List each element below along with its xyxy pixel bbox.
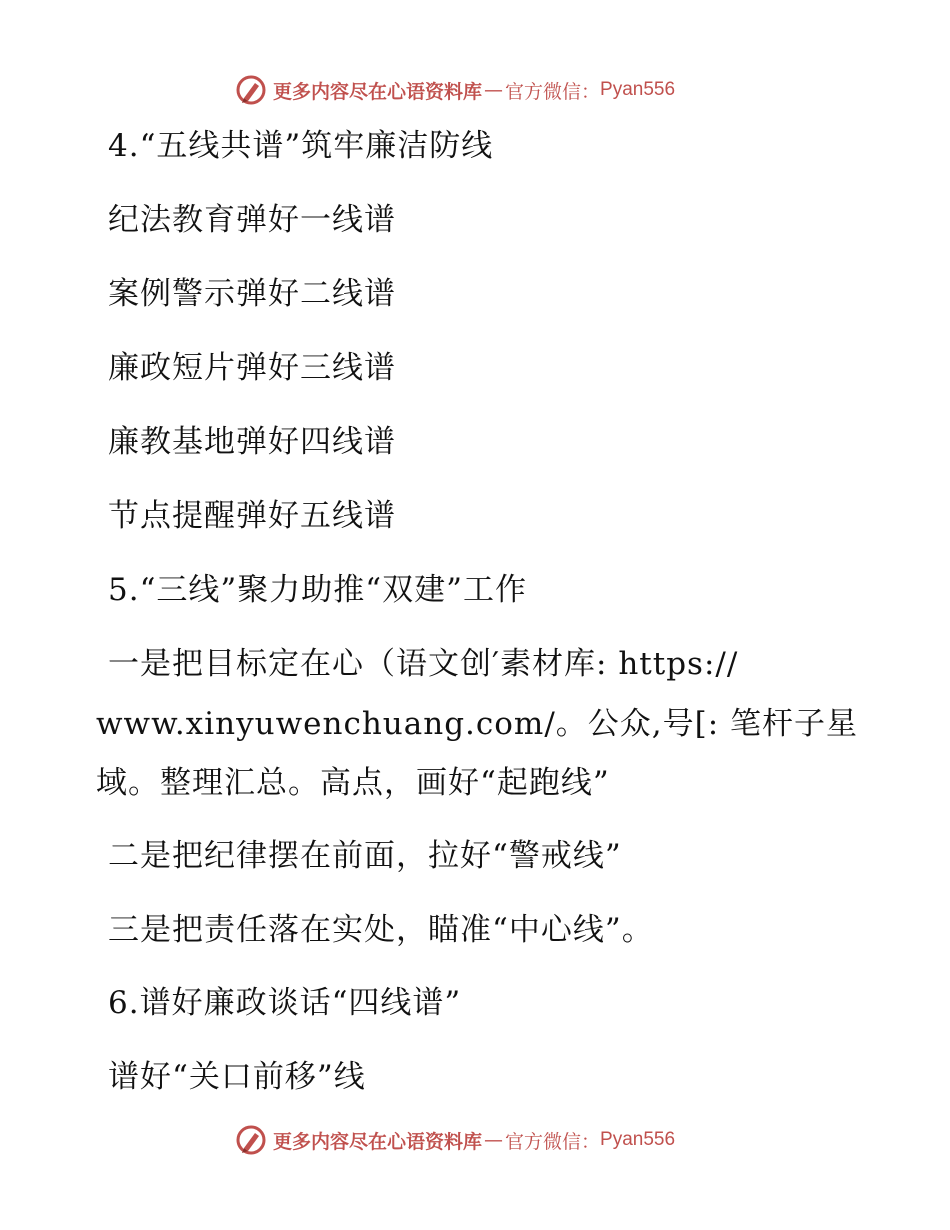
- banner-wechat-label: 官方微信：: [505, 1130, 601, 1153]
- text-line: 二是把纪律摆在前面，拉好“警戒线”: [108, 838, 622, 874]
- heading-6: 6.谱好廉政谈话“四线谱”: [108, 985, 462, 1021]
- banner-wechat-id: Pyan556: [600, 1129, 676, 1150]
- paragraph-line-2: www.xinyuwenchuang.com/。公众,号[: 笔杆子星: [96, 706, 859, 742]
- banner-site-text: 更多内容尽在心语资料库: [273, 1130, 483, 1153]
- banner-dash: —: [484, 79, 504, 101]
- banner-dash: —: [484, 1129, 504, 1151]
- text-line: 廉教基地弹好四线谱: [108, 424, 396, 460]
- text-line: 节点提醒弹好五线谱: [108, 498, 396, 534]
- text-line: 谱好“关口前移”线: [108, 1059, 366, 1095]
- text-line: 纪法教育弹好一线谱: [108, 202, 396, 238]
- banner-wechat-label: 官方微信：: [505, 80, 601, 103]
- footer-banner: [235, 1123, 675, 1157]
- text-line: 案例警示弹好二线谱: [108, 276, 396, 312]
- header-banner: [235, 73, 675, 107]
- banner-site-text: 更多内容尽在心语资料库: [273, 80, 483, 103]
- text-line: 廉政短片弹好三线谱: [108, 350, 396, 386]
- banner-wechat-id: Pyan556: [600, 79, 676, 100]
- paragraph-line-1: 一是把目标定在心（语文创′素材库: https://: [108, 646, 739, 682]
- heading-5: 5.“三线”聚力助推“双建”工作: [108, 572, 527, 608]
- heading-4: 4.“五线共谱”筑牢廉洁防线: [108, 128, 494, 164]
- pen-circle-logo-icon: [235, 1124, 267, 1156]
- text-line: 三是把责任落在实处，瞄准“中心线”。: [108, 912, 654, 948]
- pen-circle-logo-icon: [235, 74, 267, 106]
- paragraph-line-3: 域。整理汇总。高点，画好“起跑线”: [96, 765, 610, 801]
